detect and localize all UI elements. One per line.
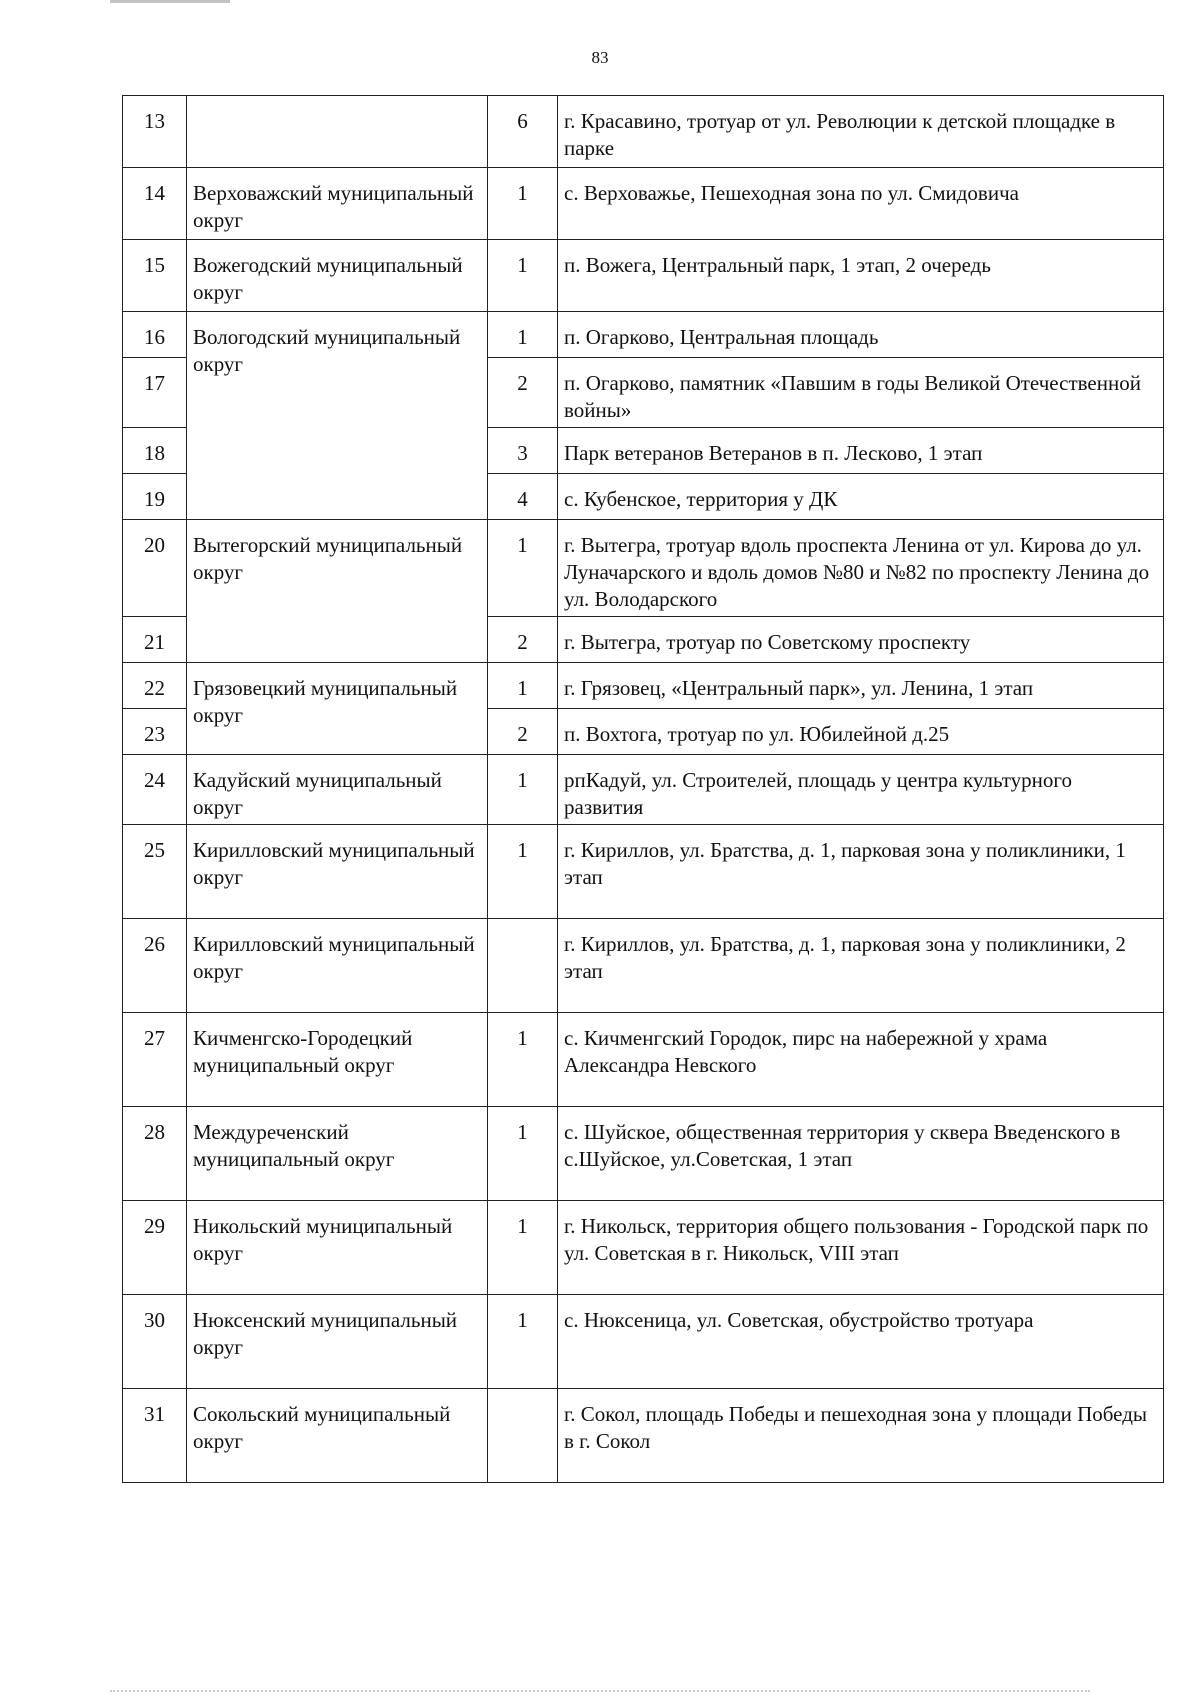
district-name: Вожегодский муниципальный округ xyxy=(187,240,488,312)
object-description: рпКадуй, ул. Строителей, площадь у центра культурного развития xyxy=(558,755,1164,825)
row-number: 18 xyxy=(123,428,187,474)
district-name: Кирилловский муниципальный округ xyxy=(187,825,488,919)
object-description: п. Огарково, Центральная площадь xyxy=(558,312,1164,358)
table-row xyxy=(123,1389,1164,1483)
object-description: с. Нюксеница, ул. Советская, обустройство тротуара xyxy=(558,1295,1164,1389)
order-number: 1 xyxy=(488,1201,558,1295)
object-description: г. Кириллов, ул. Братства, д. 1, парковая зона у поликлиники, 1 этап xyxy=(558,825,1164,919)
order-number: 1 xyxy=(488,755,558,825)
table-row xyxy=(123,755,1164,825)
order-number: 4 xyxy=(488,474,558,520)
object-description: Парк ветеранов Ветеранов в п. Лесково, 1 этап xyxy=(558,428,1164,474)
object-description: г. Красавино, тротуар от ул. Революции к детской площадке в парке xyxy=(558,96,1164,168)
table-row xyxy=(123,663,1164,709)
scan-artifact-bottom xyxy=(110,1690,1090,1694)
district-name: Вытегорский муниципальный округ xyxy=(187,520,488,663)
order-number: 1 xyxy=(488,663,558,709)
row-number: 21 xyxy=(123,617,187,663)
row-number: 15 xyxy=(123,240,187,312)
object-description: г. Вытегра, тротуар вдоль проспекта Ленина от ул. Кирова до ул. Луначарского и вдоль домов №80 и №82 по проспекту Ленина до ул. Володарского xyxy=(558,520,1164,617)
order-number xyxy=(488,919,558,1013)
row-number: 20 xyxy=(123,520,187,617)
page-number: 83 xyxy=(591,48,609,67)
order-number: 1 xyxy=(488,825,558,919)
object-description: п. Вожега, Центральный парк, 1 этап, 2 очередь xyxy=(558,240,1164,312)
order-number: 1 xyxy=(488,1295,558,1389)
table-row xyxy=(123,825,1164,919)
table-row xyxy=(123,1107,1164,1201)
order-number: 1 xyxy=(488,240,558,312)
row-number: 26 xyxy=(123,919,187,1013)
row-number: 22 xyxy=(123,663,187,709)
district-name: Кадуйский муниципальный округ xyxy=(187,755,488,825)
district-name: Грязовецкий муниципальный округ xyxy=(187,663,488,755)
row-number: 17 xyxy=(123,358,187,428)
row-number: 30 xyxy=(123,1295,187,1389)
table-row xyxy=(123,520,1164,617)
object-description: г. Грязовец, «Центральный парк», ул. Ленина, 1 этап xyxy=(558,663,1164,709)
order-number: 1 xyxy=(488,1107,558,1201)
order-number: 6 xyxy=(488,96,558,168)
object-description: п. Вохтога, тротуар по ул. Юбилейной д.25 xyxy=(558,709,1164,755)
row-number: 28 xyxy=(123,1107,187,1201)
object-description: п. Огарково, памятник «Павшим в годы Великой Отечественной войны» xyxy=(558,358,1164,428)
district-name: Кичменгско-Городецкий муниципальный округ xyxy=(187,1013,488,1107)
object-description: г. Никольск, территория общего пользования - Городской парк по ул. Советская в г. Никольск, VIII этап xyxy=(558,1201,1164,1295)
row-number: 23 xyxy=(123,709,187,755)
row-number: 25 xyxy=(123,825,187,919)
table-row xyxy=(123,168,1164,240)
object-description: г. Вытегра, тротуар по Советскому проспекту xyxy=(558,617,1164,663)
order-number: 2 xyxy=(488,709,558,755)
row-number: 13 xyxy=(123,96,187,168)
order-number: 1 xyxy=(488,168,558,240)
row-number: 29 xyxy=(123,1201,187,1295)
object-description: г. Кириллов, ул. Братства, д. 1, парковая зона у поликлиники, 2 этап xyxy=(558,919,1164,1013)
district-name: Сокольский муниципальный округ xyxy=(187,1389,488,1483)
order-number: 1 xyxy=(488,520,558,617)
table-row xyxy=(123,1201,1164,1295)
row-number: 31 xyxy=(123,1389,187,1483)
districts-table xyxy=(122,95,1164,1483)
row-number: 19 xyxy=(123,474,187,520)
object-description: с. Верховажье, Пешеходная зона по ул. Смидовича xyxy=(558,168,1164,240)
table-row xyxy=(123,96,1164,168)
district-name: Вологодский муниципальный округ xyxy=(187,312,488,520)
row-number: 16 xyxy=(123,312,187,358)
order-number: 3 xyxy=(488,428,558,474)
order-number: 1 xyxy=(488,312,558,358)
order-number: 2 xyxy=(488,358,558,428)
district-name: Междуреченский муниципальный округ xyxy=(187,1107,488,1201)
object-description: с. Кичменгский Городок, пирс на набережной у храма Александра Невского xyxy=(558,1013,1164,1107)
table-row xyxy=(123,240,1164,312)
district-name: Никольский муниципальный округ xyxy=(187,1201,488,1295)
district-name: Кирилловский муниципальный округ xyxy=(187,919,488,1013)
order-number: 1 xyxy=(488,1013,558,1107)
scan-artifact-top xyxy=(110,0,230,3)
object-description: с. Кубенское, территория у ДК xyxy=(558,474,1164,520)
row-number: 27 xyxy=(123,1013,187,1107)
table-row xyxy=(123,1295,1164,1389)
object-description: г. Сокол, площадь Победы и пешеходная зона у площади Победы в г. Сокол xyxy=(558,1389,1164,1483)
order-number: 2 xyxy=(488,617,558,663)
district-name xyxy=(187,96,488,168)
table-row xyxy=(123,919,1164,1013)
district-name: Верховажский муниципальный округ xyxy=(187,168,488,240)
district-name: Нюксенский муниципальный округ xyxy=(187,1295,488,1389)
row-number: 24 xyxy=(123,755,187,825)
table-row xyxy=(123,312,1164,358)
order-number xyxy=(488,1389,558,1483)
row-number: 14 xyxy=(123,168,187,240)
table-row xyxy=(123,1013,1164,1107)
object-description: с. Шуйское, общественная территория у сквера Введенского в с.Шуйское, ул.Советская, 1 этап xyxy=(558,1107,1164,1201)
